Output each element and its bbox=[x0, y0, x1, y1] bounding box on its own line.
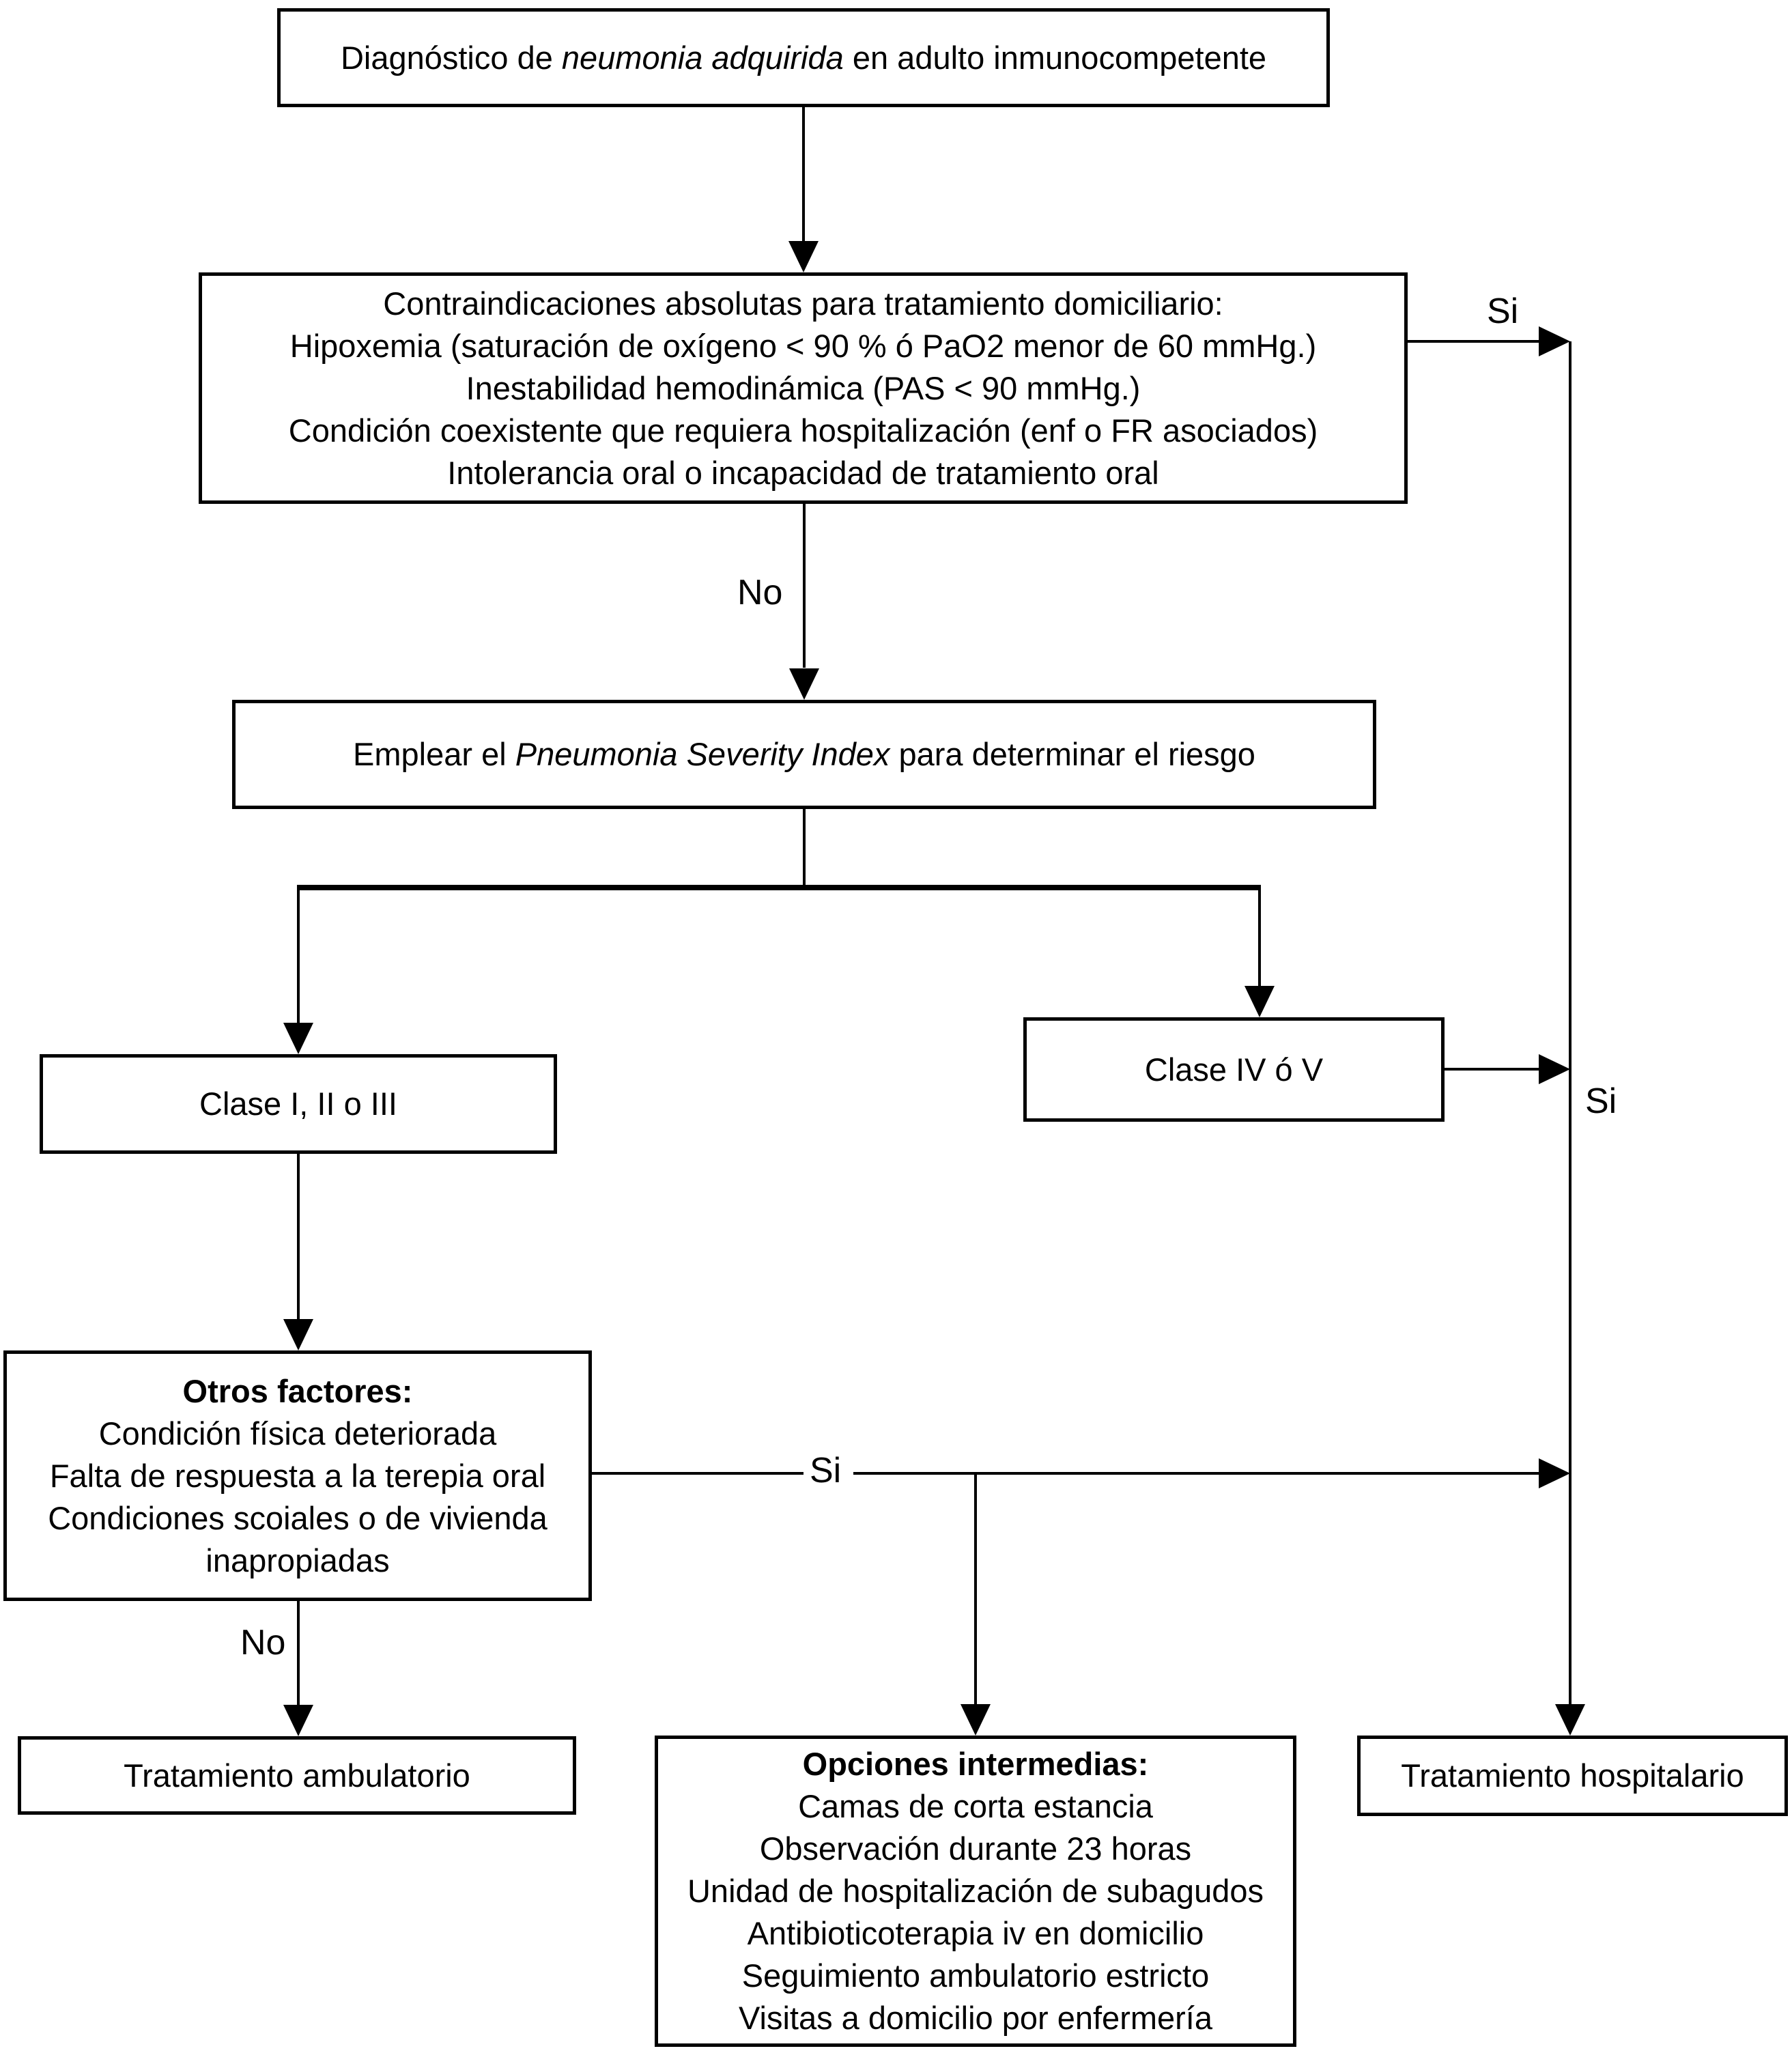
node-class-high-text: Clase IV ó V bbox=[1144, 1051, 1324, 1088]
connector-branch-class-low bbox=[297, 885, 300, 1023]
node-hospital bbox=[1357, 1736, 1788, 1816]
arrowhead-down-icon bbox=[1555, 1704, 1585, 1736]
node-contraindications bbox=[199, 272, 1408, 504]
connector-other-factors-si-left bbox=[592, 1472, 803, 1475]
connector-diagnosis-contraindications bbox=[802, 107, 805, 241]
node-intermediate bbox=[655, 1736, 1296, 2047]
connector-class-low-other-factors bbox=[297, 1154, 300, 1319]
intermediate-line: Camas de corta estancia bbox=[798, 1788, 1153, 1824]
other-factors-line: Condiciones scoiales o de vivienda bbox=[48, 1499, 547, 1536]
edge-label-si-contraindications: Si bbox=[1487, 292, 1519, 331]
node-ambulatory-text: Tratamiento ambulatorio bbox=[124, 1757, 470, 1794]
arrowhead-right-icon bbox=[1539, 1458, 1570, 1488]
node-hospital-text: Tratamiento hospitalario bbox=[1401, 1757, 1744, 1794]
node-ambulatory bbox=[18, 1736, 576, 1815]
arrowhead-down-icon bbox=[961, 1704, 991, 1736]
intermediate-line: Seguimiento ambulatorio estricto bbox=[741, 1957, 1210, 1994]
arrowhead-down-icon bbox=[789, 668, 819, 700]
edge-label-no-contraindications: No bbox=[737, 573, 783, 612]
arrowhead-down-icon bbox=[283, 1023, 313, 1054]
contraindications-line: Hipoxemia (saturación de oxígeno < 90 % ó PaO2 menor de 60 mmHg.) bbox=[289, 327, 1317, 364]
diagnosis-text-prefix: Diagnóstico de bbox=[340, 39, 562, 76]
connector-other-factors-ambulatory bbox=[297, 1601, 300, 1705]
connector-long-vertical-hospital bbox=[1569, 341, 1571, 1704]
psi-text-suffix: para determinar el riesgo bbox=[890, 736, 1255, 772]
intermediate-line: Visitas a domicilio por enfermería bbox=[739, 2000, 1212, 2036]
diagnosis-text-suffix: en adulto inmunocompetente bbox=[843, 39, 1267, 76]
connector-other-factors-si-right bbox=[853, 1472, 1539, 1475]
other-factors-line: inapropiadas bbox=[205, 1542, 390, 1578]
node-class-low bbox=[40, 1054, 557, 1154]
arrowhead-right-icon bbox=[1539, 1054, 1570, 1084]
arrowhead-down-icon bbox=[788, 241, 819, 272]
connector-class-high-si bbox=[1445, 1068, 1539, 1071]
connector-contraindications-si bbox=[1408, 340, 1539, 343]
connector-branch-class-high bbox=[1258, 885, 1261, 986]
edge-label-no-other-factors: No bbox=[240, 1623, 286, 1662]
contraindications-line: Condición coexistente que requiera hospitalización (enf o FR asociados) bbox=[288, 412, 1318, 449]
arrowhead-down-icon bbox=[283, 1705, 313, 1736]
diagnosis-text-italic: neumonia adquirida bbox=[561, 39, 844, 76]
contraindications-line: Contraindicaciones absolutas para tratamiento domiciliario: bbox=[383, 285, 1223, 322]
node-diagnosis bbox=[277, 8, 1330, 107]
arrowhead-down-icon bbox=[1245, 986, 1275, 1017]
connector-psi-branch bbox=[803, 809, 806, 887]
node-psi-text bbox=[353, 733, 1255, 776]
node-class-high bbox=[1023, 1017, 1445, 1122]
contraindications-line: Inestabilidad hemodinámica (PAS < 90 mmHg.) bbox=[466, 369, 1141, 406]
intermediate-line: Antibioticoterapia iv en domicilio bbox=[747, 1915, 1204, 1951]
psi-text-italic: Pneumonia Severity Index bbox=[515, 736, 890, 772]
connector-si-intermediate bbox=[974, 1472, 977, 1704]
intermediate-line: Unidad de hospitalización de subagudos bbox=[687, 1873, 1264, 1909]
node-diagnosis-text bbox=[341, 37, 1266, 79]
connector-branch-horizontal bbox=[297, 885, 1261, 890]
other-factors-line: Falta de respuesta a la terepia oral bbox=[49, 1457, 546, 1494]
node-intermediate-title: Opciones intermedias: bbox=[802, 1746, 1149, 1782]
node-class-low-text: Clase I, II o III bbox=[199, 1086, 397, 1122]
edge-label-si-other-factors: Si bbox=[810, 1451, 842, 1490]
psi-text-prefix: Emplear el bbox=[353, 736, 515, 772]
edge-label-si-class-high: Si bbox=[1585, 1081, 1617, 1121]
arrowhead-right-icon bbox=[1539, 326, 1570, 356]
intermediate-line: Observación durante 23 horas bbox=[759, 1830, 1192, 1867]
node-psi bbox=[232, 700, 1376, 809]
contraindications-line: Intolerancia oral o incapacidad de tratamiento oral bbox=[447, 454, 1159, 491]
node-other-factors bbox=[3, 1350, 592, 1601]
connector-contraindications-psi bbox=[803, 504, 806, 668]
other-factors-line: Condición física deteriorada bbox=[98, 1415, 497, 1452]
arrowhead-down-icon bbox=[283, 1319, 313, 1350]
node-other-factors-title: Otros factores: bbox=[182, 1372, 413, 1409]
